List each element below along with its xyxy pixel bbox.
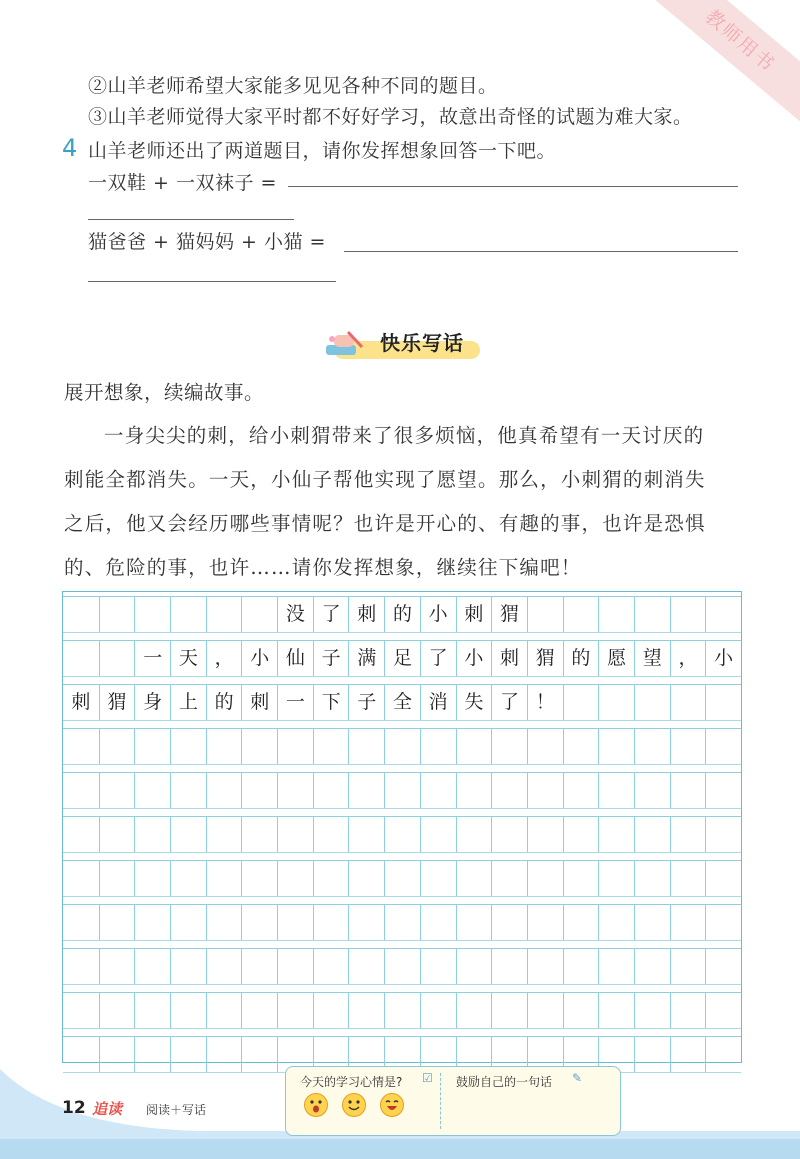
- grid-cell[interactable]: [348, 728, 384, 764]
- grid-cell[interactable]: 没: [277, 596, 313, 632]
- grid-cell[interactable]: [241, 1036, 277, 1072]
- teacher-edition-ribbon: 教师用书: [626, 0, 800, 142]
- grid-cell[interactable]: [598, 948, 634, 984]
- grid-cell[interactable]: [491, 948, 527, 984]
- grid-cell[interactable]: [456, 772, 492, 808]
- option-2: ②山羊老师希望大家能多见见各种不同的题目。: [88, 75, 498, 97]
- grid-cell[interactable]: [384, 728, 420, 764]
- grid-cell[interactable]: [527, 596, 563, 632]
- grid-cell[interactable]: [384, 860, 420, 896]
- grid-cell[interactable]: 刺: [491, 640, 527, 676]
- grid-cell[interactable]: [598, 684, 634, 720]
- grid-cell[interactable]: [170, 772, 206, 808]
- grid-cell[interactable]: [348, 860, 384, 896]
- grid-cell[interactable]: [527, 816, 563, 852]
- grid-cell[interactable]: [527, 728, 563, 764]
- edit-icon[interactable]: ✎: [572, 1071, 583, 1085]
- grid-cell[interactable]: [527, 904, 563, 940]
- grid-cell[interactable]: 仙: [277, 640, 313, 676]
- grid-cell[interactable]: [206, 816, 242, 852]
- grid-cell[interactable]: [598, 904, 634, 940]
- grid-cell[interactable]: [563, 596, 599, 632]
- grid-cell[interactable]: 的: [206, 684, 242, 720]
- answer-line-2b[interactable]: [88, 281, 336, 282]
- grid-cell[interactable]: 望: [634, 640, 670, 676]
- grid-row-bottom-line: [63, 940, 741, 941]
- grid-row[interactable]: [63, 684, 741, 720]
- grid-cell[interactable]: [241, 728, 277, 764]
- grid-cell[interactable]: [527, 860, 563, 896]
- grid-cell[interactable]: [670, 860, 706, 896]
- grid-cell[interactable]: [705, 948, 741, 984]
- grid-cell[interactable]: [99, 948, 135, 984]
- grid-cell[interactable]: [134, 860, 170, 896]
- grid-cell[interactable]: [670, 816, 706, 852]
- grid-cell[interactable]: 了: [313, 596, 349, 632]
- grid-cell[interactable]: 子: [313, 640, 349, 676]
- grid-cell[interactable]: [384, 992, 420, 1028]
- grid-cell[interactable]: [63, 948, 99, 984]
- grid-row-bottom-line: [63, 896, 741, 897]
- question-prompt: 山羊老师还出了两道题目，请你发挥想象回答一下吧。: [88, 140, 557, 162]
- grid-cell[interactable]: [313, 860, 349, 896]
- grid-row-bottom-line: [63, 852, 741, 853]
- grid-cell[interactable]: [670, 948, 706, 984]
- instruction: 展开想象，续编故事。: [64, 381, 265, 404]
- mood-card: [285, 1066, 621, 1136]
- grid-cell[interactable]: [456, 816, 492, 852]
- grid-cell[interactable]: [527, 992, 563, 1028]
- grid-cell[interactable]: [598, 860, 634, 896]
- grid-cell[interactable]: [134, 596, 170, 632]
- grid-cell[interactable]: [634, 772, 670, 808]
- grid-cell[interactable]: 刺: [71, 691, 91, 713]
- grid-cell[interactable]: [206, 596, 242, 632]
- grid-cell[interactable]: [277, 816, 313, 852]
- option-3: ③山羊老师觉得大家平时都不好好学习，故意出奇怪的试题为难大家。: [88, 106, 693, 128]
- grid-cell[interactable]: [313, 992, 349, 1028]
- grid-cell[interactable]: [491, 860, 527, 896]
- grid-cell[interactable]: ，: [670, 640, 706, 676]
- grid-cell[interactable]: [277, 860, 313, 896]
- grid-cell[interactable]: [634, 1036, 670, 1072]
- grid-row[interactable]: [63, 948, 741, 984]
- grid-cell[interactable]: [563, 728, 599, 764]
- grid-cell[interactable]: [456, 904, 492, 940]
- grid-cell[interactable]: [491, 728, 527, 764]
- grid-cell[interactable]: [206, 992, 242, 1028]
- grid-cell[interactable]: [420, 904, 456, 940]
- grid-row[interactable]: [63, 596, 741, 632]
- grid-cell[interactable]: [63, 728, 99, 764]
- grid-cell[interactable]: [170, 816, 206, 852]
- grid-cell[interactable]: [170, 904, 206, 940]
- smile-face-icon[interactable]: [342, 1093, 366, 1117]
- grid-cell[interactable]: [313, 728, 349, 764]
- answer-line-1a[interactable]: [288, 186, 738, 187]
- grid-cell[interactable]: [170, 1036, 206, 1072]
- page-number: 12: [62, 1098, 86, 1118]
- story-line-3: 之后，他又会经历哪些事情呢？也许是开心的、有趣的事，也许是恐惧: [64, 512, 706, 535]
- grid-cell[interactable]: [491, 772, 527, 808]
- section-title: 快乐写话: [380, 331, 464, 355]
- grid-cell[interactable]: 愿: [598, 640, 634, 676]
- grid-cell[interactable]: [563, 816, 599, 852]
- book-subtitle: 阅读＋写话: [146, 1103, 207, 1117]
- laugh-face-icon[interactable]: [380, 1093, 404, 1117]
- grid-cell[interactable]: [456, 728, 492, 764]
- grid-cell[interactable]: [705, 1036, 741, 1072]
- grid-cell[interactable]: [705, 904, 741, 940]
- grid-cell[interactable]: [99, 640, 135, 676]
- grid-cell[interactable]: [705, 816, 741, 852]
- grid-cell[interactable]: [99, 992, 135, 1028]
- grid-cell[interactable]: 刺: [241, 684, 277, 720]
- grid-cell[interactable]: [348, 948, 384, 984]
- grid-cell[interactable]: 了: [491, 684, 527, 720]
- grid-row[interactable]: [63, 816, 741, 852]
- grid-cell[interactable]: [634, 728, 670, 764]
- grid-row-bottom-line: [63, 764, 741, 765]
- grid-cell[interactable]: [491, 816, 527, 852]
- grid-cell[interactable]: [670, 684, 706, 720]
- grid-cell[interactable]: [420, 860, 456, 896]
- grid-cell[interactable]: [527, 948, 563, 984]
- grid-cell[interactable]: [170, 596, 206, 632]
- grid-cell[interactable]: [277, 728, 313, 764]
- grid-row-bottom-line: [63, 1028, 741, 1029]
- sad-face-icon[interactable]: [304, 1093, 328, 1117]
- grid-cell[interactable]: 下: [313, 684, 349, 720]
- grid-cell[interactable]: [384, 772, 420, 808]
- grid-cell[interactable]: ，: [206, 640, 242, 676]
- grid-cell[interactable]: [527, 772, 563, 808]
- grid-cell[interactable]: [456, 860, 492, 896]
- grid-cell[interactable]: 猬: [491, 596, 527, 632]
- grid-cell[interactable]: [63, 596, 99, 632]
- grid-cell[interactable]: [170, 992, 206, 1028]
- grid-row[interactable]: [63, 904, 741, 940]
- grid-cell[interactable]: [134, 992, 170, 1028]
- grid-row-bottom-line: [63, 984, 741, 985]
- grid-cell[interactable]: 天: [170, 640, 206, 676]
- grid-cell[interactable]: [420, 948, 456, 984]
- grid-cell[interactable]: [134, 904, 170, 940]
- grid-cell[interactable]: [99, 904, 135, 940]
- grid-cell[interactable]: 子: [348, 684, 384, 720]
- grid-cell[interactable]: [99, 860, 135, 896]
- grid-cell[interactable]: [241, 904, 277, 940]
- grid-cell[interactable]: [705, 596, 741, 632]
- grid-cell[interactable]: 刺: [348, 596, 384, 632]
- checkbox-icon[interactable]: ☑: [422, 1071, 433, 1085]
- grid-cell[interactable]: [598, 816, 634, 852]
- grid-cell[interactable]: [313, 948, 349, 984]
- grid-cell[interactable]: [384, 948, 420, 984]
- grid-cell[interactable]: [206, 1036, 242, 1072]
- grid-cell[interactable]: [206, 728, 242, 764]
- writing-grid[interactable]: [62, 591, 742, 1063]
- grid-cell[interactable]: [634, 948, 670, 984]
- grid-cell[interactable]: [348, 904, 384, 940]
- encourage-label: 鼓励自己的一句话: [456, 1075, 553, 1089]
- grid-row[interactable]: [63, 728, 741, 764]
- grid-cell[interactable]: 猬: [527, 640, 563, 676]
- grid-cell[interactable]: 身: [134, 684, 170, 720]
- grid-cell[interactable]: [456, 948, 492, 984]
- grid-cell[interactable]: [420, 992, 456, 1028]
- grid-cell[interactable]: [670, 596, 706, 632]
- grid-cell[interactable]: [634, 992, 670, 1028]
- grid-cell[interactable]: [563, 904, 599, 940]
- grid-cell[interactable]: 小: [241, 640, 277, 676]
- grid-cell[interactable]: [277, 992, 313, 1028]
- grid-cell[interactable]: [63, 860, 99, 896]
- grid-cell[interactable]: [384, 904, 420, 940]
- grid-cell[interactable]: [563, 772, 599, 808]
- question-item-2: 猫爸爸 + 猫妈妈 + 小猫 =: [88, 231, 326, 253]
- grid-cell[interactable]: [634, 860, 670, 896]
- grid-cell[interactable]: [241, 992, 277, 1028]
- grid-cell[interactable]: 满: [348, 640, 384, 676]
- grid-cell[interactable]: [99, 728, 135, 764]
- grid-row-bottom-line: [63, 720, 741, 721]
- grid-cell[interactable]: [170, 860, 206, 896]
- grid-cell[interactable]: [420, 728, 456, 764]
- grid-cell[interactable]: [277, 772, 313, 808]
- grid-cell[interactable]: [134, 816, 170, 852]
- grid-cell[interactable]: [634, 684, 670, 720]
- grid-cell[interactable]: 全: [384, 684, 420, 720]
- grid-cell[interactable]: [598, 992, 634, 1028]
- answer-line-1b[interactable]: [88, 219, 294, 220]
- grid-cell[interactable]: [99, 596, 135, 632]
- grid-cell[interactable]: [206, 904, 242, 940]
- grid-cell[interactable]: 了: [420, 640, 456, 676]
- grid-cell[interactable]: 上: [170, 684, 206, 720]
- grid-cell[interactable]: [134, 728, 170, 764]
- grid-cell[interactable]: [241, 596, 277, 632]
- grid-cell[interactable]: [420, 772, 456, 808]
- grid-cell[interactable]: [99, 772, 135, 808]
- grid-row[interactable]: [63, 772, 741, 808]
- grid-cell[interactable]: [134, 772, 170, 808]
- grid-cell[interactable]: [563, 992, 599, 1028]
- grid-cell[interactable]: [170, 948, 206, 984]
- grid-cell[interactable]: 小: [705, 640, 741, 676]
- grid-cell[interactable]: [63, 772, 99, 808]
- grid-cell[interactable]: [277, 904, 313, 940]
- grid-row[interactable]: [63, 640, 741, 676]
- grid-cell[interactable]: [63, 904, 99, 940]
- grid-cell[interactable]: [670, 904, 706, 940]
- grid-row-bottom-line: [63, 808, 741, 809]
- grid-cell[interactable]: [705, 684, 741, 720]
- grid-cell[interactable]: [63, 816, 99, 852]
- grid-row-bottom-line: [63, 632, 741, 633]
- grid-row[interactable]: [63, 992, 741, 1028]
- grid-cell[interactable]: 失: [456, 684, 492, 720]
- mood-question: 今天的学习心情是?: [300, 1075, 403, 1089]
- grid-cell[interactable]: [348, 992, 384, 1028]
- grid-cell[interactable]: [634, 816, 670, 852]
- grid-row[interactable]: [63, 860, 741, 896]
- grid-cell[interactable]: [206, 772, 242, 808]
- grid-cell[interactable]: [241, 860, 277, 896]
- story-line-4: 的、危险的事，也许……请你发挥想象，继续往下编吧！: [64, 556, 582, 579]
- grid-cell[interactable]: 消: [420, 684, 456, 720]
- grid-cell[interactable]: [563, 948, 599, 984]
- grid-cell[interactable]: [598, 728, 634, 764]
- grid-cell[interactable]: [134, 1036, 170, 1072]
- question-item-1: 一双鞋 + 一双袜子 =: [88, 172, 277, 194]
- story-line-1: 一身尖尖的刺，给小刺猬带来了很多烦恼，他真希望有一天讨厌的: [104, 424, 705, 447]
- grid-cell[interactable]: 小: [420, 596, 456, 632]
- grid-cell[interactable]: [206, 860, 242, 896]
- grid-cell[interactable]: [705, 992, 741, 1028]
- grid-cell[interactable]: [634, 904, 670, 940]
- grid-cell[interactable]: [63, 992, 99, 1028]
- grid-cell[interactable]: [670, 992, 706, 1028]
- grid-cell[interactable]: [134, 948, 170, 984]
- grid-cell[interactable]: [598, 772, 634, 808]
- grid-cell[interactable]: [170, 728, 206, 764]
- question-number: 4: [62, 134, 78, 162]
- grid-cell[interactable]: [634, 596, 670, 632]
- grid-cell[interactable]: [705, 728, 741, 764]
- grid-cell[interactable]: [384, 816, 420, 852]
- section-banner: [320, 327, 480, 361]
- grid-cell[interactable]: [348, 816, 384, 852]
- mood-divider: [440, 1073, 441, 1129]
- grid-cell[interactable]: [63, 1036, 99, 1072]
- grid-cell[interactable]: ！: [527, 684, 563, 720]
- grid-cell[interactable]: [63, 640, 99, 676]
- grid-cell[interactable]: 足: [384, 640, 420, 676]
- book-brand: 追读: [92, 1100, 123, 1118]
- grid-cell[interactable]: 的: [563, 640, 599, 676]
- grid-cell[interactable]: 小: [456, 640, 492, 676]
- grid-cell[interactable]: [563, 684, 599, 720]
- grid-cell[interactable]: [705, 772, 741, 808]
- grid-cell[interactable]: [491, 904, 527, 940]
- grid-cell[interactable]: 的: [384, 596, 420, 632]
- writing-hand-icon: [324, 329, 366, 359]
- answer-line-2a[interactable]: [344, 251, 738, 252]
- grid-cell[interactable]: [705, 860, 741, 896]
- grid-cell[interactable]: [241, 816, 277, 852]
- grid-cell[interactable]: 一: [277, 684, 313, 720]
- grid-cell[interactable]: [99, 816, 135, 852]
- grid-cell[interactable]: [241, 772, 277, 808]
- grid-cell[interactable]: [491, 992, 527, 1028]
- grid-cell[interactable]: [456, 992, 492, 1028]
- story-line-2: 刺能全都消失。一天，小仙子帮他实现了愿望。那么，小刺猬的刺消失: [64, 468, 706, 491]
- grid-cell[interactable]: [670, 728, 706, 764]
- grid-cell[interactable]: [313, 904, 349, 940]
- grid-cell[interactable]: [598, 596, 634, 632]
- grid-cell[interactable]: [241, 948, 277, 984]
- grid-cell[interactable]: [670, 772, 706, 808]
- grid-cell[interactable]: [420, 816, 456, 852]
- grid-cell[interactable]: [277, 948, 313, 984]
- grid-cell[interactable]: [348, 772, 384, 808]
- grid-cell[interactable]: [563, 860, 599, 896]
- grid-cell[interactable]: [99, 1036, 135, 1072]
- grid-cell[interactable]: 刺: [456, 596, 492, 632]
- grid-cell[interactable]: [670, 1036, 706, 1072]
- grid-cell[interactable]: 一: [134, 640, 170, 676]
- grid-row-bottom-line: [63, 676, 741, 677]
- grid-cell[interactable]: [206, 948, 242, 984]
- grid-cell[interactable]: [313, 772, 349, 808]
- grid-cell[interactable]: 猬: [99, 684, 135, 720]
- grid-cell[interactable]: [313, 816, 349, 852]
